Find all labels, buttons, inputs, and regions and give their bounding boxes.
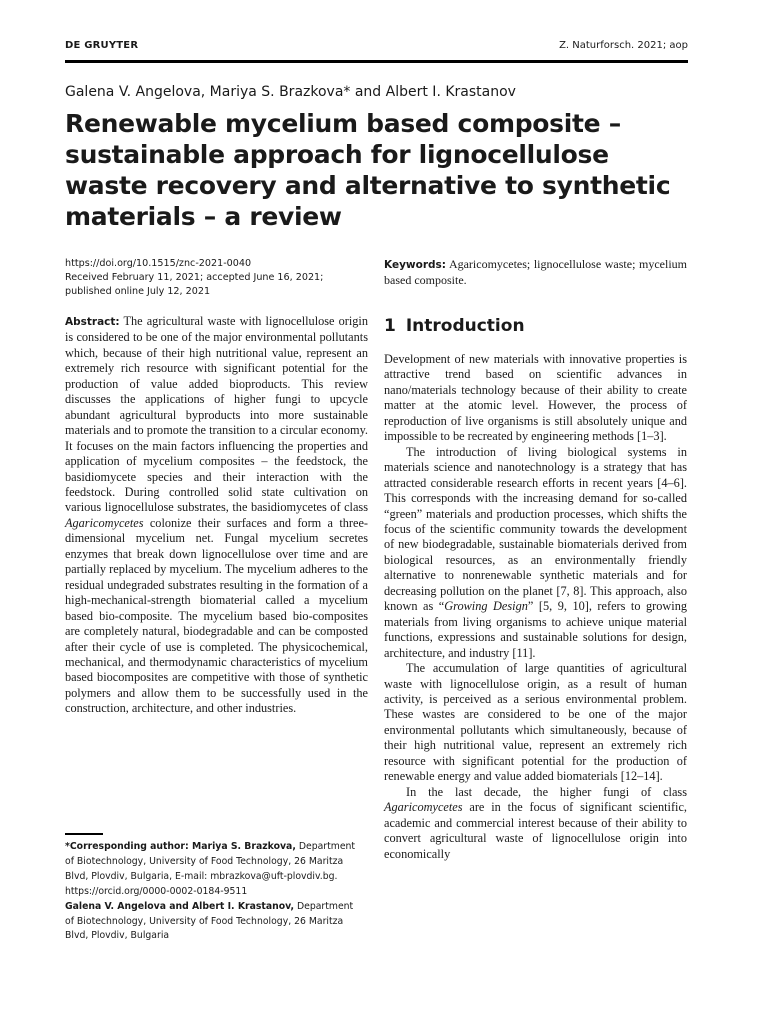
intro-p4-text-a: In the last decade, the higher fungi of class xyxy=(406,784,687,799)
intro-p4-italic: Agaricomycetes xyxy=(384,800,463,815)
intro-p2-italic: Growing Design xyxy=(444,599,528,614)
introduction-body xyxy=(384,352,687,862)
intro-p2-text-a: The introduction of living biological systems in materials science and nanotechnology is a strategy that has attracted considerable research efforts in recent years [4–6]. This corresponds with the increasing demand for so-called “green” materials and production processes, which shifts the focus of the scientific community towards the development of new biodegradable, sustainable biomaterials derived from biological resources, as an environmentally friendly alternative to nonrenewable synthetic materials and for decreasing pollution on the planet [7, 8]. This approach, also known as “ xyxy=(384,444,687,614)
section-number: 1 xyxy=(384,316,396,336)
doi-link[interactable]: https://doi.org/10.1515/znc-2021-0040 xyxy=(65,258,252,269)
header-rule xyxy=(65,60,688,63)
keywords-label: Keywords: xyxy=(384,259,446,271)
footnote-corresponding-author xyxy=(65,840,365,900)
journal-citation: Z. Naturforsch. 2021; aop xyxy=(559,40,688,51)
keywords-text: Agaricomycetes; lignocellulose waste; mycelium based composite. xyxy=(384,257,688,287)
footnote-label-1: *Corresponding author: Mariya S. Brazkova, xyxy=(65,841,296,852)
footnote-rule xyxy=(65,833,103,835)
intro-paragraph-3: The accumulation of large quantities of agricultural waste with lignocellulose origin, as a result of human activity, is perceived as a serious environmental problem. These wastes are considered to be one of the major environmental pollutants which simultaneously, because of their high nutritional value, represent an extremely rich resource with significant potential for the production of renewable energy and value added biomaterials [12–14]. xyxy=(384,661,687,784)
footnote-label-2: Galena V. Angelova and Albert I. Krastanov, xyxy=(65,900,294,912)
intro-p4-text-b: are in the focus of significant scientific, academic and commercial interest because of their ability to convert agricultural waste of lignocellulose origin into economically xyxy=(384,800,687,861)
abstract-text-part1: The agricultural waste with lignocellulose origin is considered to be one of the major environmental pollutants which, because of their high nutritional value, represent an extremely rich resource with significant potential for the production of value added bioproducts. This review discusses the applications of higher fungi to upcycle abundant agricultural byproducts into more sustainable materials and to promote the transition to a circular economy. It focuses on the main factors influencing the properties and application of mycelium composites – the feedstock, the basidiomycete species and their interaction with the feedstock. During controlled solid state cultivation on various lignocellulose substrates, the basidiomycetes of class xyxy=(65,314,368,515)
intro-paragraph-4 xyxy=(384,785,687,862)
intro-paragraph-2 xyxy=(384,445,687,661)
intro-paragraph-1: Development of new materials with innovative properties is attractive trend based on scientific advances in nano/materials technology because of their ability to create matter at the atomic level. However, the process of reproduction of live organisms is still absolutely unique and impossible to be recreated by engineering methods [1–3]. xyxy=(384,352,687,444)
abstract-italic-taxon: Agaricomycetes xyxy=(65,515,144,530)
received-date: Received February 11, 2021; accepted June 16, 2021; xyxy=(65,272,324,283)
keywords-block xyxy=(384,257,687,288)
intro-p2-text-b: ” [5, 9, 10], refers to growing materials from living organisms to achieve unique material functions, expressions and sustainable solutions for design, architecture, and industry [11]. xyxy=(384,599,688,660)
footnote-text-1: Department of Biotechnology, University of Food Technology, 26 Maritza Blvd, Plovdiv, Bulgaria, E-mail: mbrazkova@uft-plovdiv.bg. https://orcid.org/0000-0002-0184-9511 xyxy=(65,841,356,897)
footnote-text-2: Department of Biotechnology, University of Food Technology, 26 Maritza Blvd, Plovdiv, Bulgaria xyxy=(65,900,354,942)
section-title: Introduction xyxy=(405,316,525,336)
footnote-block xyxy=(65,840,365,944)
article-metadata xyxy=(65,257,323,299)
abstract-text-part2: colonize their surfaces and form a three-dimensional mycelium net. Fungal mycelium secretes enzymes that break down lignocellulose over time and are partially replaced by mycelium. The mycelium adheres to the residual undegraded substrates resulting in the formation of a high-mechanical-strength biomaterial called a mycelium based bio-composite. The mycelium based bio-composites are completely natural, biodegradable and can be composted after their cycle of use is completed. The physicochemical, mechanical, and thermodynamic characteristics of mycelium based biocomposites are competitive with those of synthetic polymers and allow them to be successfully used in the construction, architecture, and other industries. xyxy=(65,515,368,716)
section-heading-introduction xyxy=(384,316,525,336)
footnote-coauthors xyxy=(65,900,365,945)
abstract-label: Abstract: xyxy=(65,316,120,328)
abstract-block xyxy=(65,314,368,717)
article-title: Renewable mycelium based composite – sustainable approach for lignocellulose waste recovery and alternative to synthetic materials – a review xyxy=(65,109,671,231)
author-list: Galena V. Angelova, Mariya S. Brazkova* and Albert I. Krastanov xyxy=(65,84,516,100)
running-head xyxy=(65,40,688,56)
published-date: published online July 12, 2021 xyxy=(65,286,211,297)
publisher-name: DE GRUYTER xyxy=(65,40,139,51)
